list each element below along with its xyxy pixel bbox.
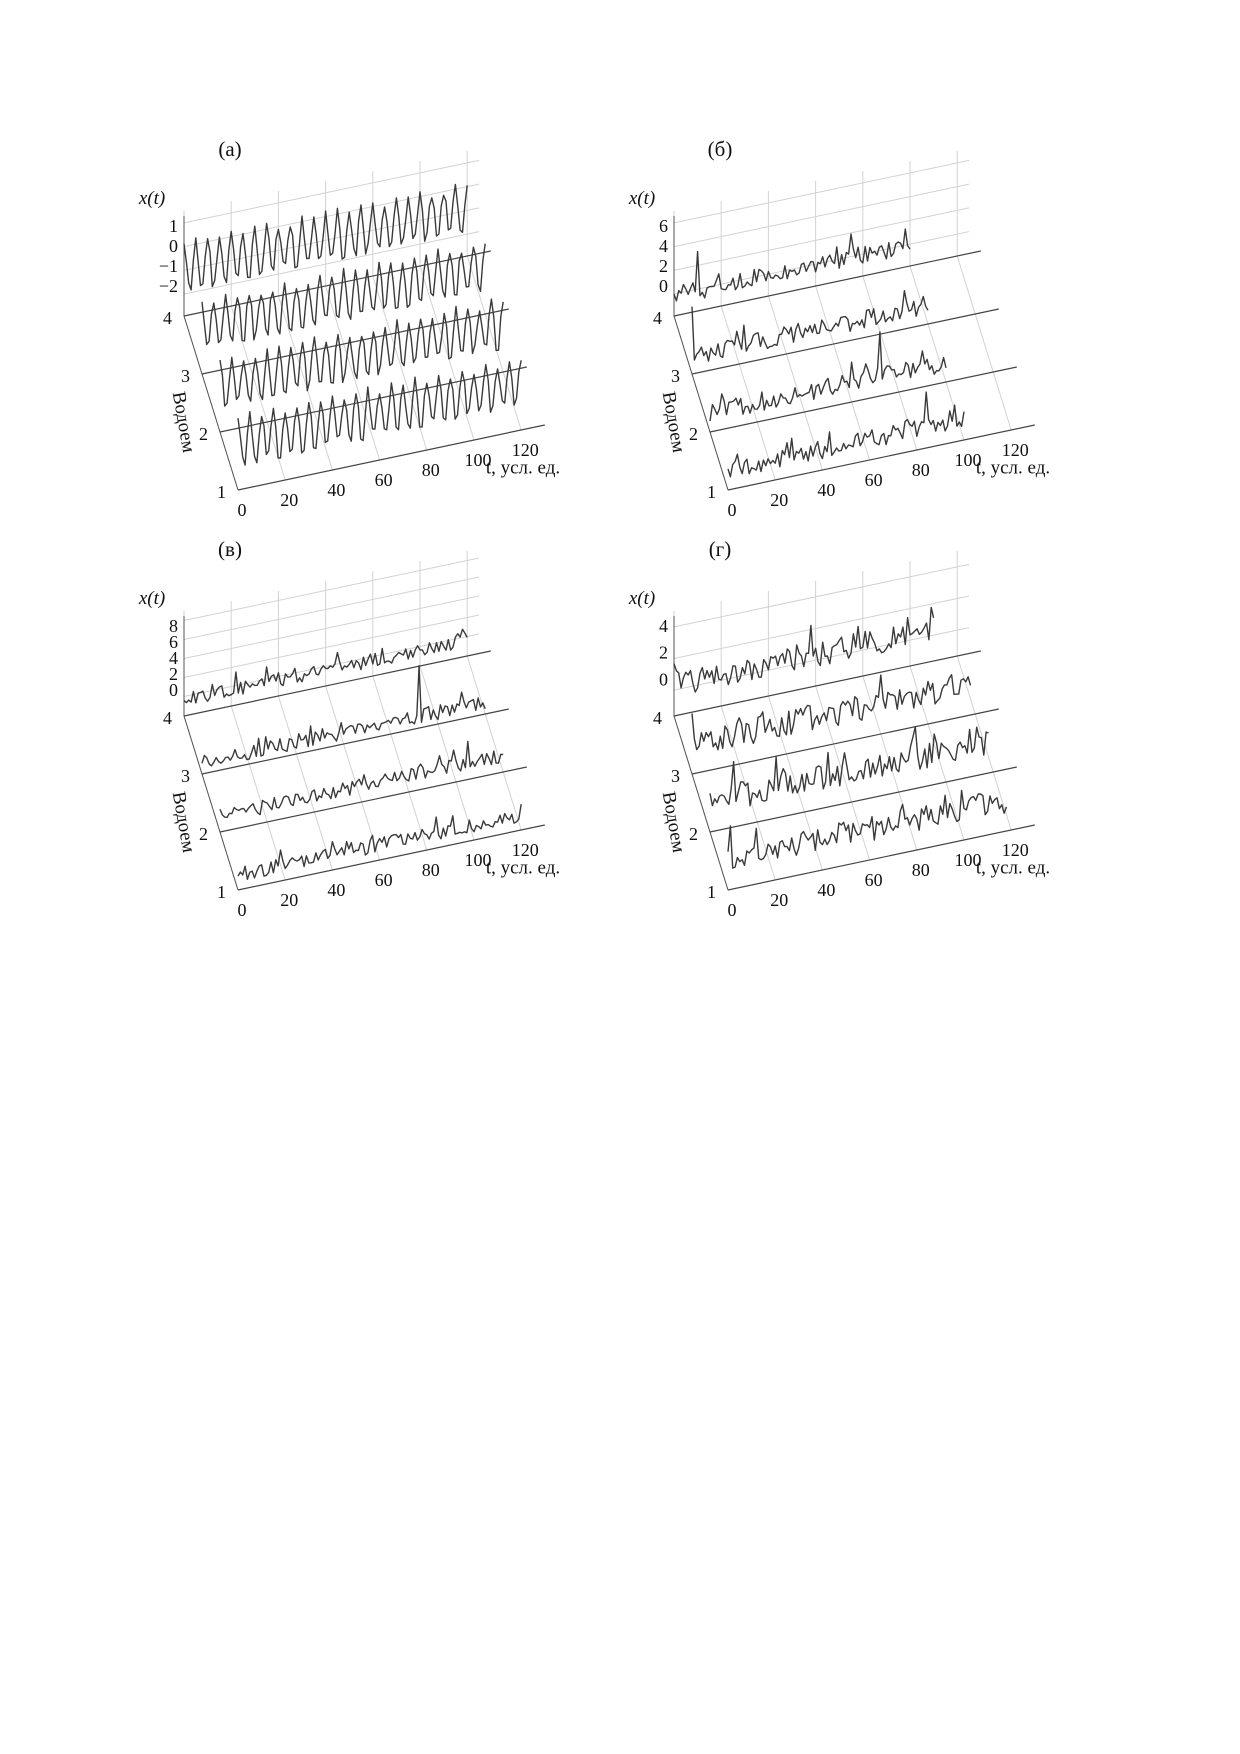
panel-label: (г): [708, 537, 732, 561]
chart-panel-4: [628, 537, 1050, 920]
grid-line: [863, 276, 917, 450]
z-tick-label: 4: [659, 236, 668, 256]
depth-tick-label: 4: [163, 308, 172, 328]
grid-line: [957, 256, 1011, 430]
x-tick-label: 80: [421, 460, 440, 480]
grid-line: [184, 558, 479, 621]
z-tick-label: 6: [659, 216, 668, 236]
baseline-reservoir-2: [220, 767, 527, 832]
series-line-reservoir-4: [674, 607, 934, 692]
x-tick-label: 0: [237, 500, 247, 520]
series-line-reservoir-2: [220, 299, 503, 406]
grid-line: [231, 706, 285, 880]
baseline-reservoir-2: [220, 367, 527, 432]
depth-tick-label: 4: [163, 708, 172, 728]
baseline-reservoir-4: [674, 651, 981, 716]
x-tick-label: 120: [1001, 840, 1029, 860]
baseline-reservoir-3: [692, 309, 999, 374]
x-tick-label: 0: [727, 900, 737, 920]
x-tick-label: 80: [911, 860, 930, 880]
z-tick-label: 4: [659, 616, 668, 636]
x-axis-label: t, усл. ед.: [975, 457, 1051, 479]
depth-axis-label: Водоем: [657, 789, 690, 855]
grid-line: [278, 696, 332, 870]
z-tick-label: 2: [659, 256, 668, 276]
x-tick-label: 100: [954, 850, 982, 870]
x-tick-label: 60: [864, 470, 883, 490]
grid-line: [184, 577, 479, 640]
baseline-reservoir-3: [202, 309, 509, 374]
z-tick-label: −2: [158, 276, 178, 296]
depth-tick-label: 2: [689, 424, 698, 444]
panel-label: (а): [218, 137, 242, 161]
grid-line: [184, 615, 479, 678]
chart-panel-3: [138, 537, 560, 920]
y-axis-label: x(t): [138, 188, 166, 209]
x-tick-label: 40: [817, 480, 836, 500]
grid-line: [373, 676, 427, 850]
depth-tick-label: 3: [181, 766, 190, 786]
panel-label: (б): [707, 137, 733, 161]
x-tick-label: 60: [374, 470, 393, 490]
z-tick-label: 4: [169, 648, 178, 668]
depth-tick-label: 4: [653, 708, 662, 728]
z-tick-label: 6: [169, 632, 178, 652]
depth-tick-label: 3: [671, 766, 680, 786]
panel-label: (в): [218, 537, 242, 561]
x-axis-label: t, усл. ед.: [975, 857, 1051, 879]
depth-axis-label: Водоем: [657, 389, 690, 455]
depth-tick-label: 1: [217, 482, 226, 502]
z-tick-label: 0: [659, 276, 668, 296]
x-tick-label: 80: [911, 460, 930, 480]
x-tick-label: 20: [280, 490, 299, 510]
x-tick-label: 80: [421, 860, 440, 880]
grid-line: [420, 666, 474, 840]
depth-tick-label: 4: [653, 308, 662, 328]
x-tick-label: 100: [954, 450, 982, 470]
series-line-reservoir-4: [674, 229, 910, 301]
x-tick-label: 40: [817, 880, 836, 900]
grid-line: [184, 634, 479, 697]
grid-line: [721, 306, 775, 480]
depth-tick-label: 1: [217, 882, 226, 902]
z-tick-label: 2: [659, 642, 668, 663]
grid-line: [674, 160, 969, 223]
depth-axis-line: [184, 716, 238, 890]
grid-line: [674, 184, 969, 247]
chart-panel-2: [628, 137, 1050, 520]
baseline-reservoir-2: [710, 367, 1017, 432]
series-line-reservoir-3: [202, 666, 485, 766]
y-axis-label: x(t): [628, 588, 656, 609]
x-tick-label: 120: [1001, 440, 1029, 460]
grid-line: [768, 296, 822, 470]
z-tick-label: 0: [169, 236, 178, 256]
z-tick-label: 0: [169, 680, 178, 700]
depth-axis-label: Водоем: [167, 789, 200, 855]
depth-axis-line: [184, 316, 238, 490]
depth-tick-label: 2: [199, 824, 208, 844]
grid-line: [326, 686, 380, 860]
grid-line: [674, 564, 969, 627]
z-tick-label: 2: [169, 664, 178, 684]
x-axis-label: t, усл. ед.: [485, 457, 561, 479]
x-tick-label: 100: [464, 450, 492, 470]
depth-tick-label: 2: [199, 424, 208, 444]
x-tick-label: 120: [511, 840, 539, 860]
x-tick-label: 40: [327, 480, 346, 500]
series-line-reservoir-3: [692, 675, 971, 750]
y-axis-label: x(t): [628, 188, 656, 209]
x-tick-label: 60: [374, 870, 393, 890]
z-tick-label: −1: [158, 256, 178, 276]
z-tick-label: 1: [169, 216, 178, 236]
depth-tick-label: 3: [671, 366, 680, 386]
x-tick-label: 20: [280, 890, 299, 910]
depth-axis-label: Водоем: [167, 389, 200, 455]
x-tick-label: 20: [770, 890, 789, 910]
x-tick-label: 20: [770, 490, 789, 510]
x-tick-label: 120: [511, 440, 539, 460]
x-tick-label: 60: [864, 870, 883, 890]
y-axis-label: x(t): [138, 588, 166, 609]
x-tick-label: 0: [727, 500, 737, 520]
grid-line: [816, 286, 870, 460]
x-axis-label: t, усл. ед.: [485, 857, 561, 879]
grid-line: [467, 656, 521, 830]
baseline-reservoir-3: [692, 709, 999, 774]
depth-tick-label: 3: [181, 366, 190, 386]
x-tick-label: 0: [237, 900, 247, 920]
depth-tick-label: 2: [689, 824, 698, 844]
chart-panel-1: [138, 137, 560, 520]
x-tick-label: 100: [464, 850, 492, 870]
z-tick-label: 8: [169, 616, 178, 636]
depth-tick-label: 1: [707, 482, 716, 502]
depth-tick-label: 1: [707, 882, 716, 902]
z-tick-label: 0: [659, 669, 668, 690]
x-tick-label: 40: [327, 880, 346, 900]
